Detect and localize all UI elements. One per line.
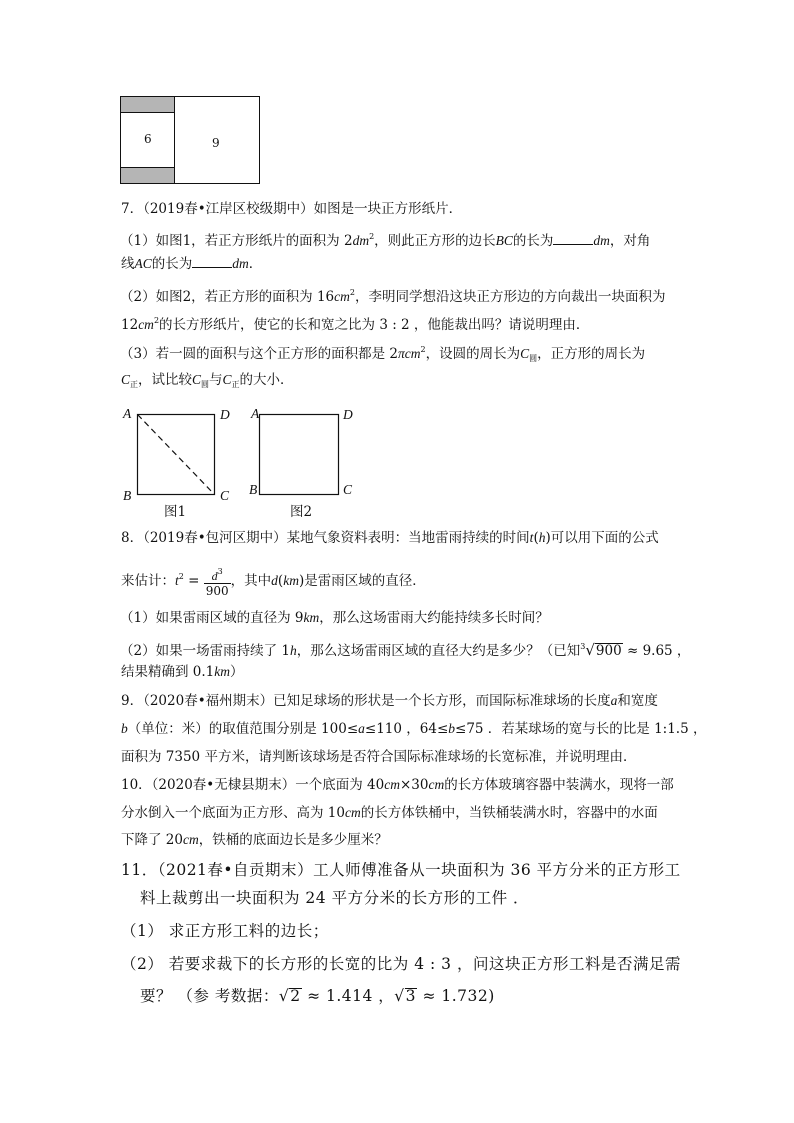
q7-blank-1[interactable] [553, 232, 593, 245]
q8-part2-cont: 结果精确到 0.1km） [121, 664, 244, 680]
q11-line1: 11．（2021春•自贡期末）工人师傅准备从一块面积为 36 平方分米的正方形工 [121, 861, 681, 879]
q7-part1: （1）如图1，若正方形纸片的面积为 $2dm^2$，则此正方形的边长BC的长为 dm，对角 [120, 232, 651, 249]
q10-line2: 分水倒入一个底面为正方形、高为 10cm的长方体铁桶中，当铁桶装满水时，容器中的水面 [121, 805, 658, 821]
fig1-label-B: B [123, 488, 132, 503]
q8-part1: （1）如果雷雨区域的直径为 9km，那么这场雷雨大约能持续多长时间？ [120, 610, 549, 626]
q7-part1-cont: 线AC的长为 dm． [121, 256, 263, 272]
fig2-caption: 图2 [290, 504, 313, 520]
q7-blank-2[interactable] [192, 255, 232, 268]
fig2-label-D: D [343, 407, 353, 422]
q9-line1: 9．（2020春•福州期末）已知足球场的形状是一个长方形，而国际标准球场的长度a和宽度 [121, 693, 658, 709]
fig1-caption: 图1 [164, 504, 187, 520]
fig1-label-D: D [220, 407, 230, 422]
q7-part3: （3）若一圆的面积与这个正方形的面积都是 2πcm$^2$，设圆的周长为$C_圆$，正方形的周长为 [120, 345, 646, 363]
q11-part1: （1） 求正方形工料的边长； [121, 922, 329, 940]
q8-title: 8．（2019春•包河区期中）某地气象资料表明：当地雷雨持续的时间t(h)可以用下面的公式 [121, 530, 659, 546]
q7-part2: （2）如图2，若正方形的面积为 $16cm^2$，李明同学想沿这块正方形边的方向裁出一块面积为 [120, 288, 666, 305]
q7-title: 7．（2019春•江岸区校级期中）如图是一块正方形纸片． [121, 201, 463, 217]
rectangles-diagram [120, 96, 260, 184]
fig1-label-A: A [123, 406, 132, 421]
q11-part2-cont: 要？ （参 考数据：√2 ≈ 1.414 ，√3 ≈ 1.732) [140, 987, 495, 1005]
fig2-label-C: C [343, 482, 353, 497]
q9-line2: b（单位：米）的取值范围分别是 100≤a≤110 ，64≤b≤75 ．若某球场的宽与长的比是 1:1.5 ， [121, 721, 707, 737]
figure-rectangles [120, 96, 260, 184]
q10-line3: 下降了 20cm，铁桶的底面边长是多少厘米？ [121, 832, 388, 848]
q8-formula-line: 来估计：$t^2$ = $\frac{d^3}{900}$ ，其中d(km)是雷雨区域的直径． [121, 567, 426, 598]
rect-label-9: 9 [212, 136, 220, 150]
squares-diagram [118, 404, 368, 522]
q7-part3-cont: $C_正$，试比较$C_圆$与$C_正$的大小． [121, 372, 294, 389]
fig2-label-A: A [251, 406, 260, 421]
q10-line1: 10．（2020春•无棣县期末）一个底面为 40cm×30cm的长方体玻璃容器中装满水，现将一部 [121, 777, 674, 793]
q9-line3: 面积为 7350 平方米，请判断该球场是否符合国际标准球场的长宽标准，并说明理由． [121, 749, 637, 765]
q11-line2: 料上裁剪出一块面积为 24 平方分米的长方形的工件 ． [140, 889, 530, 907]
figure-squares [118, 404, 368, 522]
fig2-label-B: B [249, 482, 258, 497]
q8-fraction: $\frac{d^3}{900}$ [205, 567, 229, 598]
fig1-label-C: C [220, 488, 230, 503]
q7-part2-cont: $12cm^2$的长方形纸片，使它的长和宽之比为 3 : 2 ，他能裁出吗？请说明理由． [121, 316, 590, 333]
q11-part2: （2） 若要求裁下的长方形的长宽的比为 4 : 3 ，问这块正方形工料是否满足需 [121, 955, 681, 973]
rect-label-6: 6 [144, 132, 152, 146]
q8-part2: （2）如果一场雷雨持续了 1h，那么这场雷雨区域的直径大约是多少？（已知$^3$√900 ≈ 9.65 ， [120, 641, 691, 659]
